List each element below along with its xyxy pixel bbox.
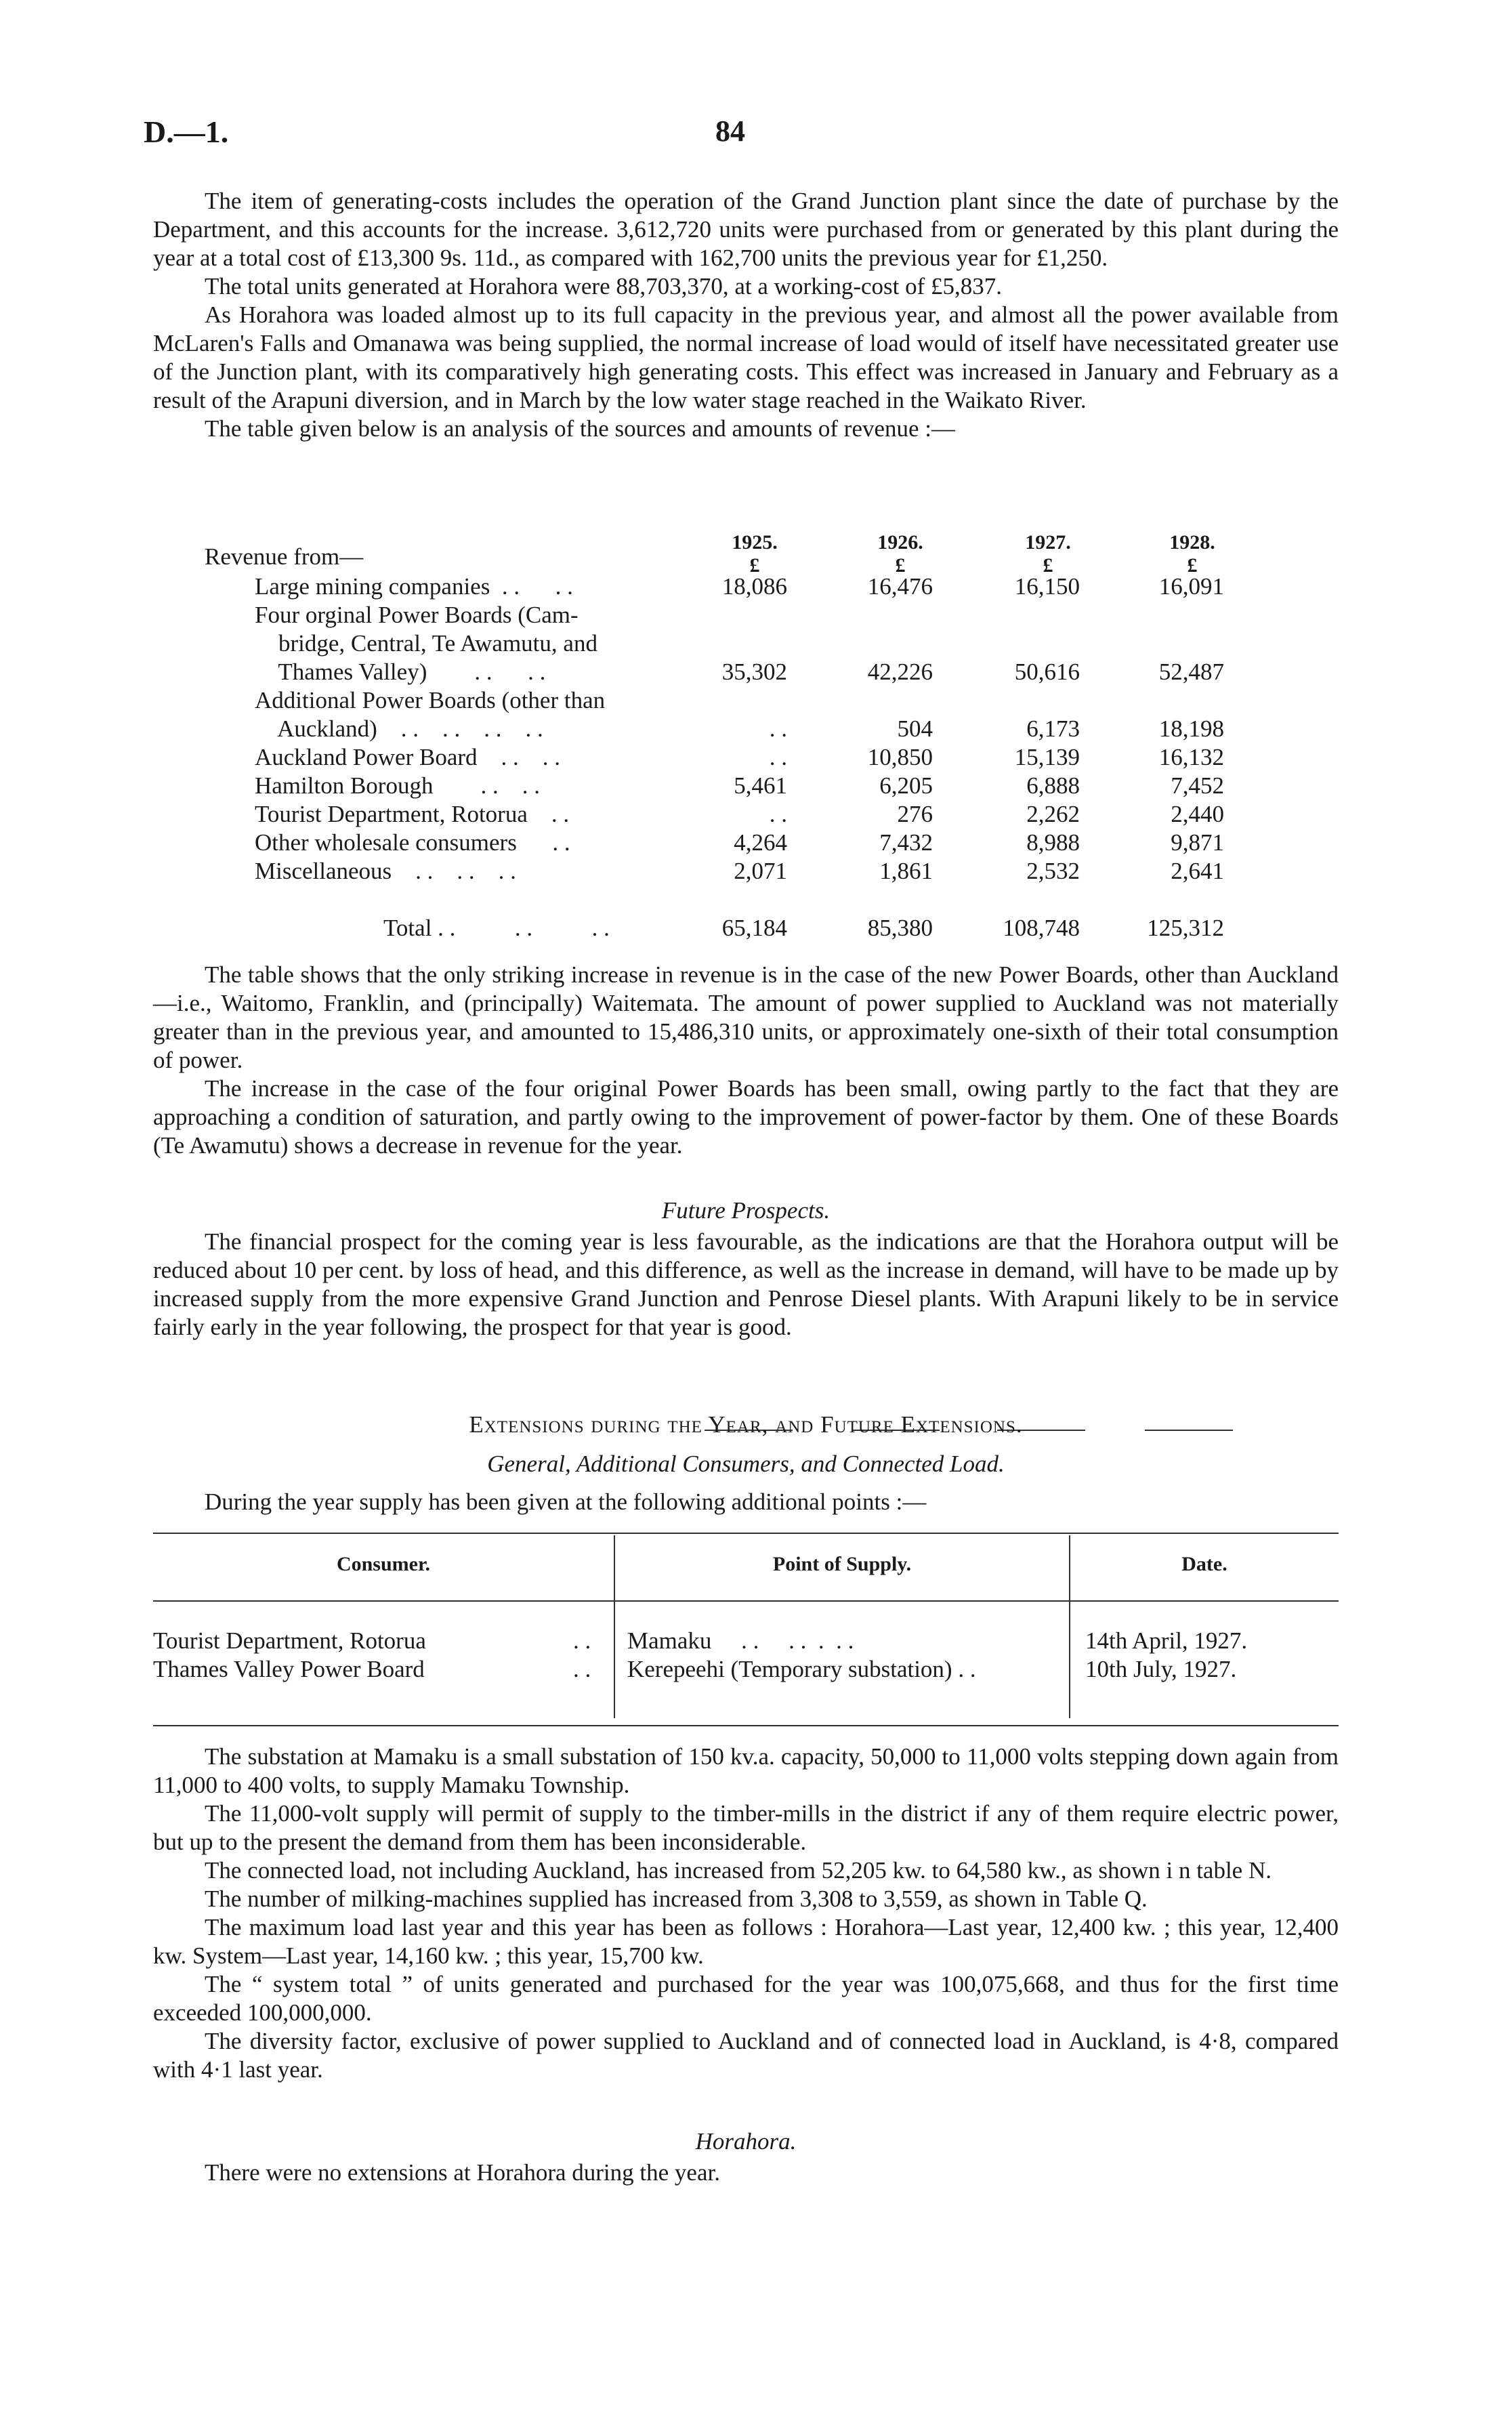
revenue-value: 6,888 [1026, 772, 1080, 799]
future-prospects-text [153, 1228, 1339, 1342]
revenue-value: 50,616 [1014, 659, 1080, 685]
extensions-subheading: General, Additional Consumers, and Connected Load. [487, 1451, 1005, 1477]
revenue-value: 6,205 [879, 772, 933, 799]
revenue-source-label: Auckland) . . . . . . . . [255, 715, 543, 742]
column-header: Date. [1181, 1553, 1227, 1575]
point-cell: Kerepeehi (Temporary substation) . . [627, 1656, 976, 1682]
revenue-value: 504 [897, 715, 933, 742]
revenue-row [205, 772, 1234, 801]
table-rule [153, 1533, 1339, 1534]
year-header: 1926. [877, 531, 923, 554]
table-rule [153, 1600, 1339, 1602]
horahora-heading: Horahora. [695, 2128, 797, 2155]
revenue-value: 10,850 [867, 744, 933, 770]
table-rule [153, 1725, 1339, 1726]
revenue-value: 16,132 [1158, 744, 1224, 770]
paragraph: The maximum load last year and this year has been as follows : Horahora—Last year, 12,400 kw. ; this year, 12,400 kw. System—Last year, 14,160 kw. ; this year, 15,700 kw. [153, 1914, 1339, 1969]
revenue-value: 2,071 [734, 858, 787, 884]
revenue-value: 18,086 [721, 573, 787, 600]
revenue-value: 1,861 [879, 858, 933, 884]
revenue-value: 276 [897, 801, 933, 827]
consumers-table [153, 1533, 1339, 1729]
currency-symbol: £ [895, 554, 906, 577]
revenue-row [205, 659, 1234, 687]
paragraph: The connected load, not including Auckland, has increased from 52,205 kw. to 64,580 kw., as shown i n table N. [205, 1857, 1272, 1884]
revenue-value: 52,487 [1158, 659, 1224, 685]
revenue-value: 42,226 [867, 659, 933, 685]
currency-symbol: £ [749, 554, 760, 577]
revenue-row [205, 801, 1234, 829]
paragraph: The increase in the case of the four original Power Boards has been small, owing partly to the fact that they are approaching a condition of saturation, and partly owing to the improvement of power-factor by them. One of these Boards (Te Awamutu) shows a decrease in revenue for the year. [153, 1075, 1339, 1159]
currency-symbol: £ [1043, 554, 1053, 577]
revenue-value: 2,440 [1171, 801, 1224, 827]
revenue-row [205, 715, 1234, 744]
revenue-source-label: Additional Power Boards (other than [255, 687, 606, 713]
total-value: 85,380 [867, 915, 933, 941]
revenue-row [205, 829, 1234, 858]
revenue-source-label: Large mining companies . . . . [255, 573, 573, 600]
closing-text [153, 1743, 1339, 2084]
paragraph: The total units generated at Horahora were 88,703,370, at a working-cost of £5,837. [205, 273, 1003, 299]
year-header: 1928. [1169, 531, 1215, 554]
revenue-value: 18,198 [1158, 715, 1224, 742]
total-row [205, 915, 1234, 943]
revenue-row [205, 630, 1234, 659]
paragraph: The financial prospect for the coming year is less favourable, as the indications are that the Horahora output will be reduced about 10 per cent. by loss of head, and this difference, as well as the increase in demand, will have to be made up by increased supply from the more expensive Grand Junction and Penrose Diesel plants. With Arapuni likely to be in service fairly early in the year following, the prospect for that year is good. [153, 1228, 1339, 1340]
document-code: D.—1. [144, 115, 229, 149]
consumer-cell: Thames Valley Power Board [153, 1656, 425, 1682]
year-header: 1925. [732, 531, 778, 554]
page-number: 84 [715, 115, 745, 148]
revenue-row [205, 687, 1234, 715]
revenue-value: 16,476 [867, 573, 933, 600]
revenue-row [205, 602, 1234, 630]
revenue-value: 16,150 [1014, 573, 1080, 600]
revenue-value: 16,091 [1158, 573, 1224, 600]
extensions-heading: Extensions during the Year, and Future Extensions. [469, 1411, 1023, 1438]
revenue-value: 35,302 [721, 659, 787, 685]
intro-text [153, 187, 1339, 443]
revenue-value: 2,262 [1026, 801, 1080, 827]
leader-dots: . . [573, 1627, 591, 1654]
revenue-row [205, 858, 1234, 886]
future-prospects-heading: Future Prospects. [661, 1197, 831, 1224]
revenue-source-label: Thames Valley) . . . . [255, 659, 546, 685]
extensions-intro [153, 1488, 1339, 1516]
total-value: 108,748 [1003, 915, 1080, 941]
revenue-heading: Revenue from— [205, 543, 364, 570]
currency-symbol: £ [1187, 554, 1198, 577]
leader-dots: . . [573, 1656, 591, 1682]
revenue-row [205, 744, 1234, 772]
revenue-value: 8,988 [1026, 829, 1080, 856]
revenue-value: . . [769, 744, 787, 770]
paragraph: The substation at Mamaku is a small substation of 150 kv.a. capacity, 50,000 to 11,000 volts stepping down again from 11,000 to 400 volts, to supply Mamaku Township. [153, 1743, 1339, 1798]
column-header: Consumer. [336, 1553, 431, 1575]
point-cell: Mamaku . . . . . . . [627, 1627, 854, 1654]
revenue-source-label: Four orginal Power Boards (Cam- [255, 602, 579, 628]
total-value: 125,312 [1147, 915, 1224, 941]
column-header: Point of Supply. [772, 1553, 912, 1575]
paragraph: As Horahora was loaded almost up to its full capacity in the previous year, and almost all the power available from McLaren's Falls and Omanawa was being supplied, the normal increase of load would of itself have necessitated greater use of the Junction plant, with its comparatively high generating costs. This effect was increased in January and February as a result of the Arapuni diversion, and in March by the low water stage reached in the Waikato River. [153, 301, 1339, 413]
revenue-value: 15,139 [1014, 744, 1080, 770]
total-value: 65,184 [721, 915, 787, 941]
revenue-value: . . [769, 801, 787, 827]
paragraph: The item of generating-costs includes the operation of the Grand Junction plant since the date of purchase by the Department, and this accounts for the increase. 3,612,720 units were purchased from or generated by this plant during the year at a total cost of £13,300 9s. 11d., as compared with 162,700 units the previous year for £1,250. [153, 188, 1339, 271]
revenue-value: 6,173 [1026, 715, 1080, 742]
horahora-text [153, 2159, 1339, 2187]
date-cell: 10th July, 1927. [1085, 1656, 1237, 1682]
revenue-row [205, 573, 1234, 602]
revenue-source-label: Hamilton Borough . . . . [255, 772, 540, 799]
revenue-value: 2,641 [1171, 858, 1224, 884]
paragraph: There were no extensions at Horahora during the year. [205, 2159, 720, 2186]
revenue-source-label: Other wholesale consumers . . [255, 829, 570, 856]
paragraph: The “ system total ” of units generated and purchased for the year was 100,075,668, and thus for the first time exceeded 100,000,000. [153, 1971, 1339, 2026]
consumer-cell: Tourist Department, Rotorua [153, 1627, 426, 1654]
revenue-value: 2,532 [1026, 858, 1080, 884]
paragraph: During the year supply has been given at the following additional points :— [205, 1489, 927, 1515]
revenue-value: . . [769, 715, 787, 742]
paragraph: The diversity factor, exclusive of power supplied to Auckland and of connected load in Auckland, is 4·8, compared with 4·1 last year. [153, 2028, 1339, 2083]
paragraph: The table shows that the only striking increase in revenue is in the case of the new Power Boards, other than Auckland—i.e., Waitomo, Franklin, and (principally) Waitemata. The amount of power supplied to Auckland was not materially greater than in the previous year, and amounted to 15,486,310 units, or approximately one-sixth of their total consumption of power. [153, 961, 1339, 1073]
revenue-source-label: Miscellaneous . . . . . . [255, 858, 516, 884]
revenue-value: 5,461 [734, 772, 787, 799]
paragraph: The 11,000-volt supply will permit of supply to the timber-mills in the district if any of them require electric power, but up to the present the demand from them has been inconsiderable. [153, 1800, 1339, 1855]
paragraph: The table given below is an analysis of the sources and amounts of revenue :— [205, 415, 956, 442]
revenue-value: 4,264 [734, 829, 787, 856]
revenue-source-label: bridge, Central, Te Awamutu, and [255, 630, 597, 657]
date-cell: 14th April, 1927. [1085, 1627, 1248, 1654]
revenue-source-label: Tourist Department, Rotorua . . [255, 801, 570, 827]
revenue-value: 9,871 [1171, 829, 1224, 856]
analysis-text [153, 961, 1339, 1160]
revenue-value: 7,452 [1171, 772, 1224, 799]
revenue-source-label: Auckland Power Board . . . . [255, 744, 561, 770]
revenue-value: 7,432 [879, 829, 933, 856]
total-label: Total . . . . . . [383, 915, 610, 941]
year-header: 1927. [1025, 531, 1071, 554]
paragraph: The number of milking-machines supplied has increased from 3,308 to 3,559, as shown in Table Q. [205, 1886, 1148, 1912]
